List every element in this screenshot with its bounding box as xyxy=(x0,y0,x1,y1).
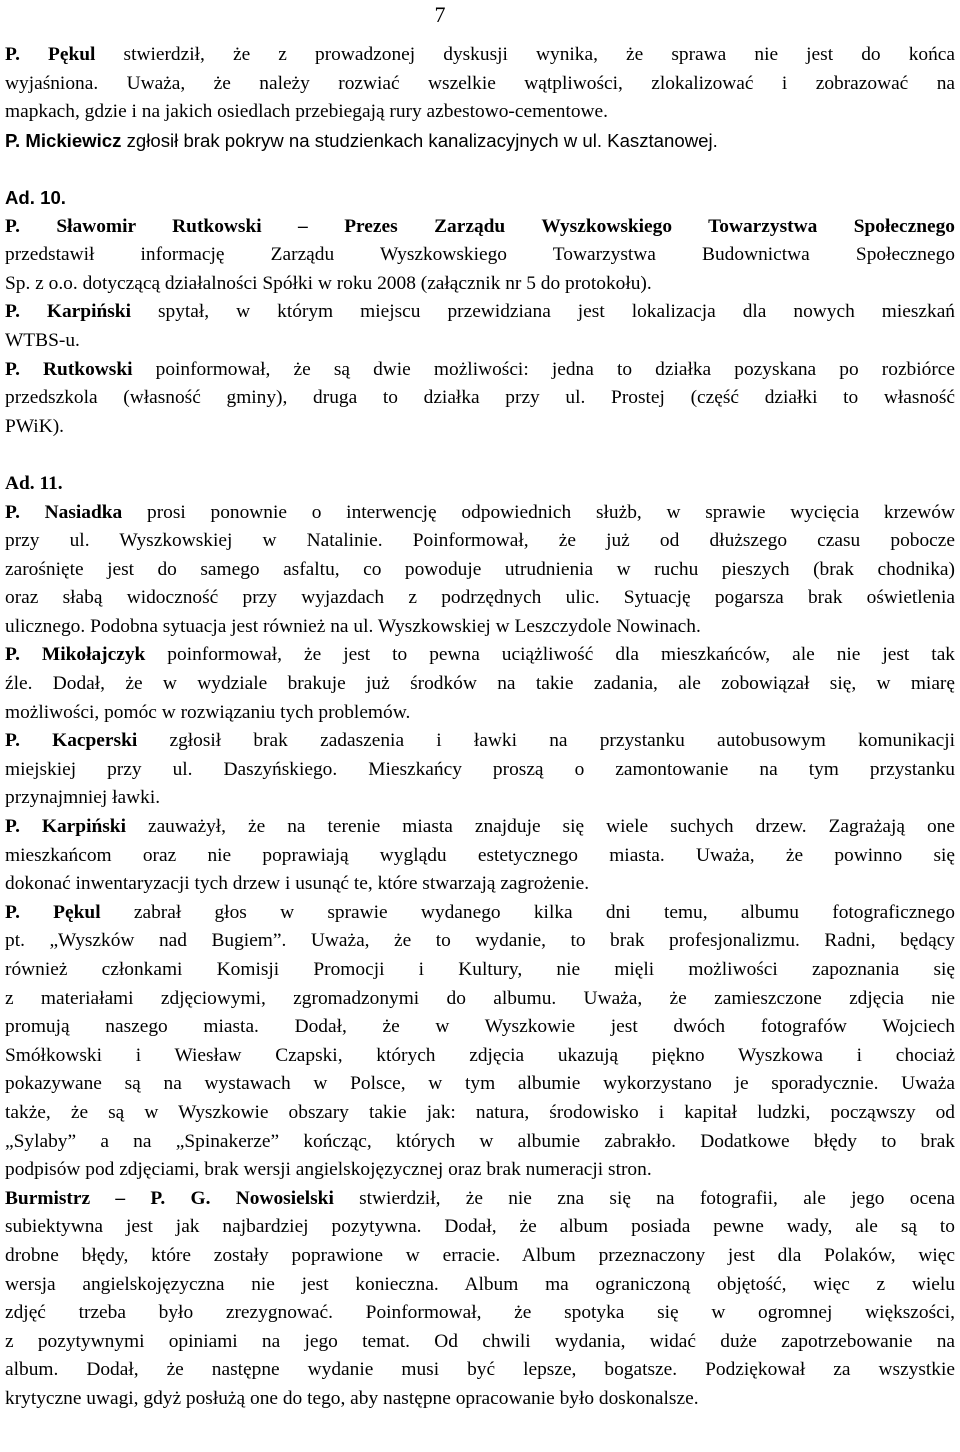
text-line xyxy=(5,327,955,356)
text-line xyxy=(5,1070,955,1099)
text-line xyxy=(5,899,955,928)
text-line xyxy=(5,127,955,156)
text-line xyxy=(5,527,955,556)
line-text: zabrał głos w sprawie wydanego kilka dni temu, albumu fotograficznego xyxy=(100,901,955,923)
paragraph xyxy=(5,184,955,213)
line-text: także, że są w Wyszkowie obszary takie jak: natura, środowisko i kapitał ludzki, począwszy od xyxy=(5,1101,955,1123)
text-line xyxy=(5,98,955,127)
speaker-name: Ad. 11. xyxy=(5,472,63,494)
text-line xyxy=(5,70,955,99)
speaker-name: P. Pękul xyxy=(5,901,101,923)
text-line xyxy=(5,1128,955,1157)
text-line xyxy=(5,670,955,699)
text-line xyxy=(5,1185,955,1214)
line-text: WTBS-u. xyxy=(5,329,80,351)
text-line xyxy=(5,1299,955,1328)
text-line xyxy=(5,699,955,728)
line-text: zauważył, że na terenie miasta znajduje się wiele suchych drzew. Zagrażają one xyxy=(125,816,955,838)
blank-line xyxy=(5,155,955,184)
document-body xyxy=(5,41,955,1414)
line-text: mieszkańcom oraz nie poprawiają wyglądu estetycznego miasta. Uważa, że powinno się xyxy=(5,844,955,866)
line-text: z pozytywnymi opiniami na jego temat. Od chwili wydania, widać duże zapotrzebowanie na xyxy=(5,1330,955,1352)
text-line xyxy=(5,298,955,327)
text-line xyxy=(5,1356,955,1385)
text-line xyxy=(5,1385,955,1414)
line-text: możliwości, pomóc w rozwiązaniu tych problemów. xyxy=(5,701,411,723)
line-text: przedszkola (własność gminy), druga to działka przy ul. Prostej (część działki to własność xyxy=(5,387,955,409)
speaker-name: P. Nasiadka xyxy=(5,501,123,523)
paragraph xyxy=(5,127,955,156)
text-line xyxy=(5,756,955,785)
paragraph xyxy=(5,641,955,727)
line-text: również członkami Komisji Promocji i Kultury, nie mięli możliwości zapoznania się xyxy=(5,959,955,980)
line-text: pokazywane są na wystawach w Polsce, w tym albumie wykorzystano je sporadycznie. Uważa xyxy=(5,1073,955,1095)
speaker-name: P. Karpiński xyxy=(5,301,131,323)
line-text: zdjęć trzeba było zrezygnować. Poinformował, że spotyka się w ogromnej większości, xyxy=(5,1302,955,1324)
line-text: PWiK). xyxy=(5,415,65,437)
text-line xyxy=(5,870,955,899)
text-line xyxy=(5,1213,955,1242)
text-line xyxy=(5,784,955,813)
text-line xyxy=(5,1099,955,1128)
text-line xyxy=(5,184,955,213)
line-text: przynajmniej ławki. xyxy=(5,787,161,809)
speaker-name: Ad. 10. xyxy=(5,186,66,208)
text-line xyxy=(5,499,955,528)
speaker-name: P. Karpiński xyxy=(5,816,126,838)
paragraph xyxy=(5,899,955,1185)
text-line xyxy=(5,584,955,613)
line-text: Smółkowski i Wiesław Czapski, których zdjęcia ukazują piękno Wyszkowa i chociaż xyxy=(5,1044,955,1066)
text-line xyxy=(5,813,955,842)
line-text: dokonać inwentaryzacji tych drzew i usunąć te, które stwarzają zagrożenie. xyxy=(5,873,590,895)
text-line xyxy=(5,556,955,585)
line-text: zgłosił brak pokryw na studzienkach kanalizacyjnych w ul. Kasztanowej. xyxy=(121,129,718,151)
text-line xyxy=(5,613,955,642)
text-line xyxy=(5,1328,955,1357)
text-line xyxy=(5,956,955,985)
paragraph xyxy=(5,727,955,813)
text-line xyxy=(5,1042,955,1071)
paragraph xyxy=(5,470,955,499)
line-text: poinformował, że jest to pewna uciążliwość dla mieszkańców, ale nie jest tak xyxy=(145,644,955,666)
speaker-name: P. Rutkowski xyxy=(5,358,133,380)
line-text: oraz słabą widoczność przy wyjazdach z podrzędnych ulic. Sytuację pogarsza brak oświetlenia xyxy=(5,587,955,609)
paragraph xyxy=(5,499,955,642)
text-line xyxy=(5,641,955,670)
line-text: promują naszego miasta. Dodał, że w Wyszkowie jest dwóch fotografów Wojciech xyxy=(5,1016,955,1038)
line-text: z materiałami zdjęciowymi, zgromadzonymi do albumu. Uważa, że zamieszczone zdjęcia nie xyxy=(5,987,955,1009)
paragraph xyxy=(5,298,955,355)
line-text: przy ul. Wyszkowskiej w Natalinie. Poinformował, że już od dłuższego czasu pobocze xyxy=(5,530,955,552)
speaker-name: P. Mikołajczyk xyxy=(5,644,146,666)
line-text: subiektywna jest jak najbardziej pozytywna. Dodał, że album posiada pewne wady, ale są to xyxy=(5,1216,955,1238)
line-text: ulicznego. Podobna sytuacja jest również na ul. Wyszkowskiej w Leszczydole Nowinach. xyxy=(5,615,701,637)
text-line xyxy=(5,213,955,242)
text-line xyxy=(5,41,955,70)
text-line xyxy=(5,384,955,413)
paragraph xyxy=(5,213,955,299)
line-text: zgłosił brak zadaszenia i ławki na przystanku autobusowym komunikacji xyxy=(137,730,955,752)
line-text: wyjaśniona. Uważa, że należy rozwiać wszelkie wątpliwości, zlokalizować i zobrazować na xyxy=(5,72,955,94)
speaker-name: P. Kacperski xyxy=(5,730,138,752)
text-line xyxy=(5,270,955,299)
line-text: mapkach, gdzie i na jakich osiedlach przebiegają rury azbestowo-cementowe. xyxy=(5,101,608,123)
text-line xyxy=(5,356,955,385)
line-text: podpisów pod zdjęciami, brak wersji angielskojęzycznej oraz brak numeracji stron. xyxy=(5,1159,652,1181)
text-line xyxy=(5,985,955,1014)
line-text: przedstawił informację Zarządu Wyszkowskiego Towarzystwa Budownictwa Społecznego xyxy=(5,244,955,266)
line-text: album. Dodał, że następne wydanie musi być lepsze, bogatsze. Podziękował za wszystkie xyxy=(5,1359,955,1381)
line-text: zarośnięte jest do samego asfaltu, co powoduje utrudnienia w ruchu pieszych (brak chodnika) xyxy=(5,558,955,580)
text-line xyxy=(5,413,955,442)
speaker-name: Burmistrz – P. G. Nowosielski xyxy=(5,1187,334,1209)
line-text: stwierdził, że nie zna się na fotografii, ale jego ocena xyxy=(333,1187,955,1209)
text-line xyxy=(5,241,955,270)
line-text: pt. „Wyszków nad Bugiem”. Uważa, że to wydanie, to brak profesjonalizmu. Radni, będący xyxy=(5,930,955,952)
line-text: wersja angielskojęzyczna nie jest konieczna. Album ma ograniczoną objętość, więc z wielu xyxy=(5,1273,955,1295)
line-text: źle. Dodał, że w wydziale brakuje już środków na takie zadania, ale zobowiązał się, w miarę xyxy=(5,673,955,695)
paragraph xyxy=(5,813,955,899)
text-line xyxy=(5,1242,955,1271)
text-line xyxy=(5,927,955,956)
text-line xyxy=(5,1013,955,1042)
paragraph xyxy=(5,41,955,127)
speaker-name: P. Sławomir Rutkowski – Prezes Zarządu Wyszkowskiego Towarzystwa Społecznego xyxy=(5,215,955,237)
line-text: Sp. z o.o. dotyczącą działalności Spółki w roku 2008 (załącznik nr 5 do protokołu). xyxy=(5,272,652,294)
line-text: poinformował, że są dwie możliwości: jedna to działka pozyskana po rozbiórce xyxy=(132,358,955,380)
text-line xyxy=(5,727,955,756)
line-text: stwierdził, że z prowadzonej dyskusji wynika, że sprawa nie jest do końca xyxy=(95,44,955,65)
text-line xyxy=(5,1156,955,1185)
line-text: krytyczne uwagi, gdyż posłużą one do tego, aby następne opracowanie było doskonalsze. xyxy=(5,1387,699,1409)
speaker-name: P. Pękul xyxy=(5,44,96,65)
text-line xyxy=(5,1271,955,1300)
page-number: 7 xyxy=(434,2,446,27)
text-line xyxy=(5,470,955,499)
blank-line xyxy=(5,441,955,470)
paragraph xyxy=(5,1185,955,1414)
line-text: miejskiej przy ul. Daszyńskiego. Mieszkańcy proszą o zamontowanie na tym przystanku xyxy=(5,758,955,780)
line-text: „Sylaby” a na „Spinakerze” kończąc, których w albumie zabrakło. Dodatkowe błędy to brak xyxy=(5,1130,955,1152)
paragraph xyxy=(5,356,955,442)
line-text: spytał, w którym miejscu przewidziana jest lokalizacja dla nowych mieszkań xyxy=(130,301,955,323)
speaker-name: P. Mickiewicz xyxy=(5,129,122,151)
text-line xyxy=(5,842,955,871)
line-text: prosi ponownie o interwencję odpowiednich służb, w sprawie wycięcia krzewów xyxy=(122,501,955,523)
line-text: drobne błędy, które zostały poprawione w erracie. Album przeznaczony jest dla Polaków, więc xyxy=(5,1244,955,1266)
